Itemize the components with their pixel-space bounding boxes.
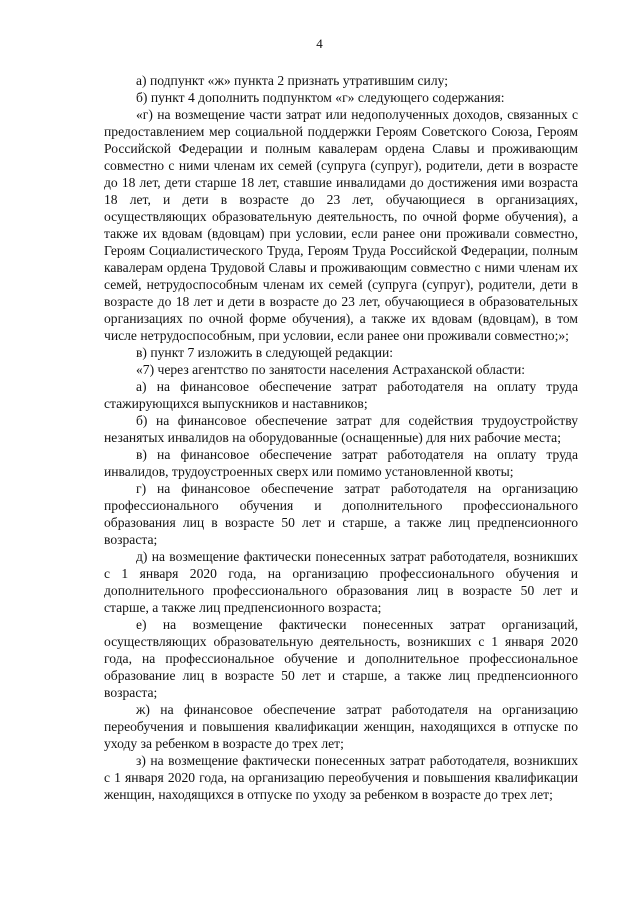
document-body: [104, 72, 578, 803]
paragraph-7-a: а) на финансовое обеспечение затрат работодателя на оплату труда стажирующихся выпускников и наставников;: [104, 379, 578, 411]
paragraph-7-z: з) на возмещение фактически понесенных затрат работодателя, возникших с 1 января 2020 года, на организацию переобучения и повышения квалификации женщин, находящихся в отпуске по уходу за ребенком в возрасте до трех лет;: [104, 753, 578, 802]
paragraph-7-g: г) на финансовое обеспечение затрат работодателя на организацию профессионального обучения и дополнительного профессионального образования лиц в возрасте 50 лет и старше, а также лиц предпенсионного возраста;: [104, 481, 578, 547]
paragraph-7-d: д) на возмещение фактически понесенных затрат работодателя, возникших с 1 января 2020 года, на организацию профессионального обучения и дополнительного профессионального образования лиц в возрасте 50 лет и старше, а также лиц предпенсионного возраста;: [104, 549, 578, 615]
paragraph-item-v: в) пункт 7 изложить в следующей редакции:: [136, 345, 394, 360]
paragraph-item-b: б) пункт 4 дополнить подпунктом «г» следующего содержания:: [136, 90, 505, 105]
page-number: 4: [316, 36, 323, 51]
paragraph-7-b: б) на финансовое обеспечение затрат для содействия трудоустройству незанятых инвалидов на оборудованные (оснащенные) для них рабочие места;: [104, 413, 578, 445]
paragraph-subitem-g: «г) на возмещение части затрат или недополученных доходов, связанных с предоставлением мер социальной поддержки Героям Советского Союза, Героям Российской Федерации и полным кавалерам ордена Славы и проживающим совместно с ними членам их семей (супруга (супруг), родители, дети в возрасте до 18 лет, дети старше 18 лет, ставшие инвалидами до достижения ими возраста 18 лет, и дети в возрасте до 23 лет, обучающиеся в организациях, осуществляющих образовательную деятельность, по очной форме обучения), а также их вдовам (вдовцам) при условии, если ранее они проживали совместно, Героям Социалистического Труда, Героям Труда Российской Федерации, полным кавалерам ордена Трудовой Славы и проживающим совместно с ними членам их семей, нетрудоспособным членам их семей (супруга (супруг), родители, дети в возрасте до 18 лет и дети в возрасте до 23 лет, обучающиеся в образовательных организациях по очной форме обучения), а также их вдовам (вдовцам), в том числе нетрудоспособным, при условии, если ранее они проживали совместно;»;: [104, 107, 578, 343]
paragraph-7-v: в) на финансовое обеспечение затрат работодателя на оплату труда инвалидов, трудоустроенных сверх или помимо установленной квоты;: [104, 447, 578, 479]
paragraph-7-zh: ж) на финансовое обеспечение затрат работодателя на организацию переобучения и повышения квалификации женщин, находящихся в отпуске по уходу за ребенком в возрасте до трех лет;: [104, 702, 578, 751]
paragraph-7-e: е) на возмещение фактически понесенных затрат организаций, осуществляющих образовательную деятельность, возникших с 1 января 2020 года, на профессиональное обучение и дополнительное профессиональное образование лиц в возрасте 50 лет и старше, а также лиц предпенсионного возраста;: [104, 617, 578, 700]
paragraph-point-7: «7) через агентство по занятости населения Астраханской области:: [136, 362, 526, 377]
paragraph-item-a: а) подпункт «ж» пункта 2 признать утратившим силу;: [136, 73, 449, 88]
